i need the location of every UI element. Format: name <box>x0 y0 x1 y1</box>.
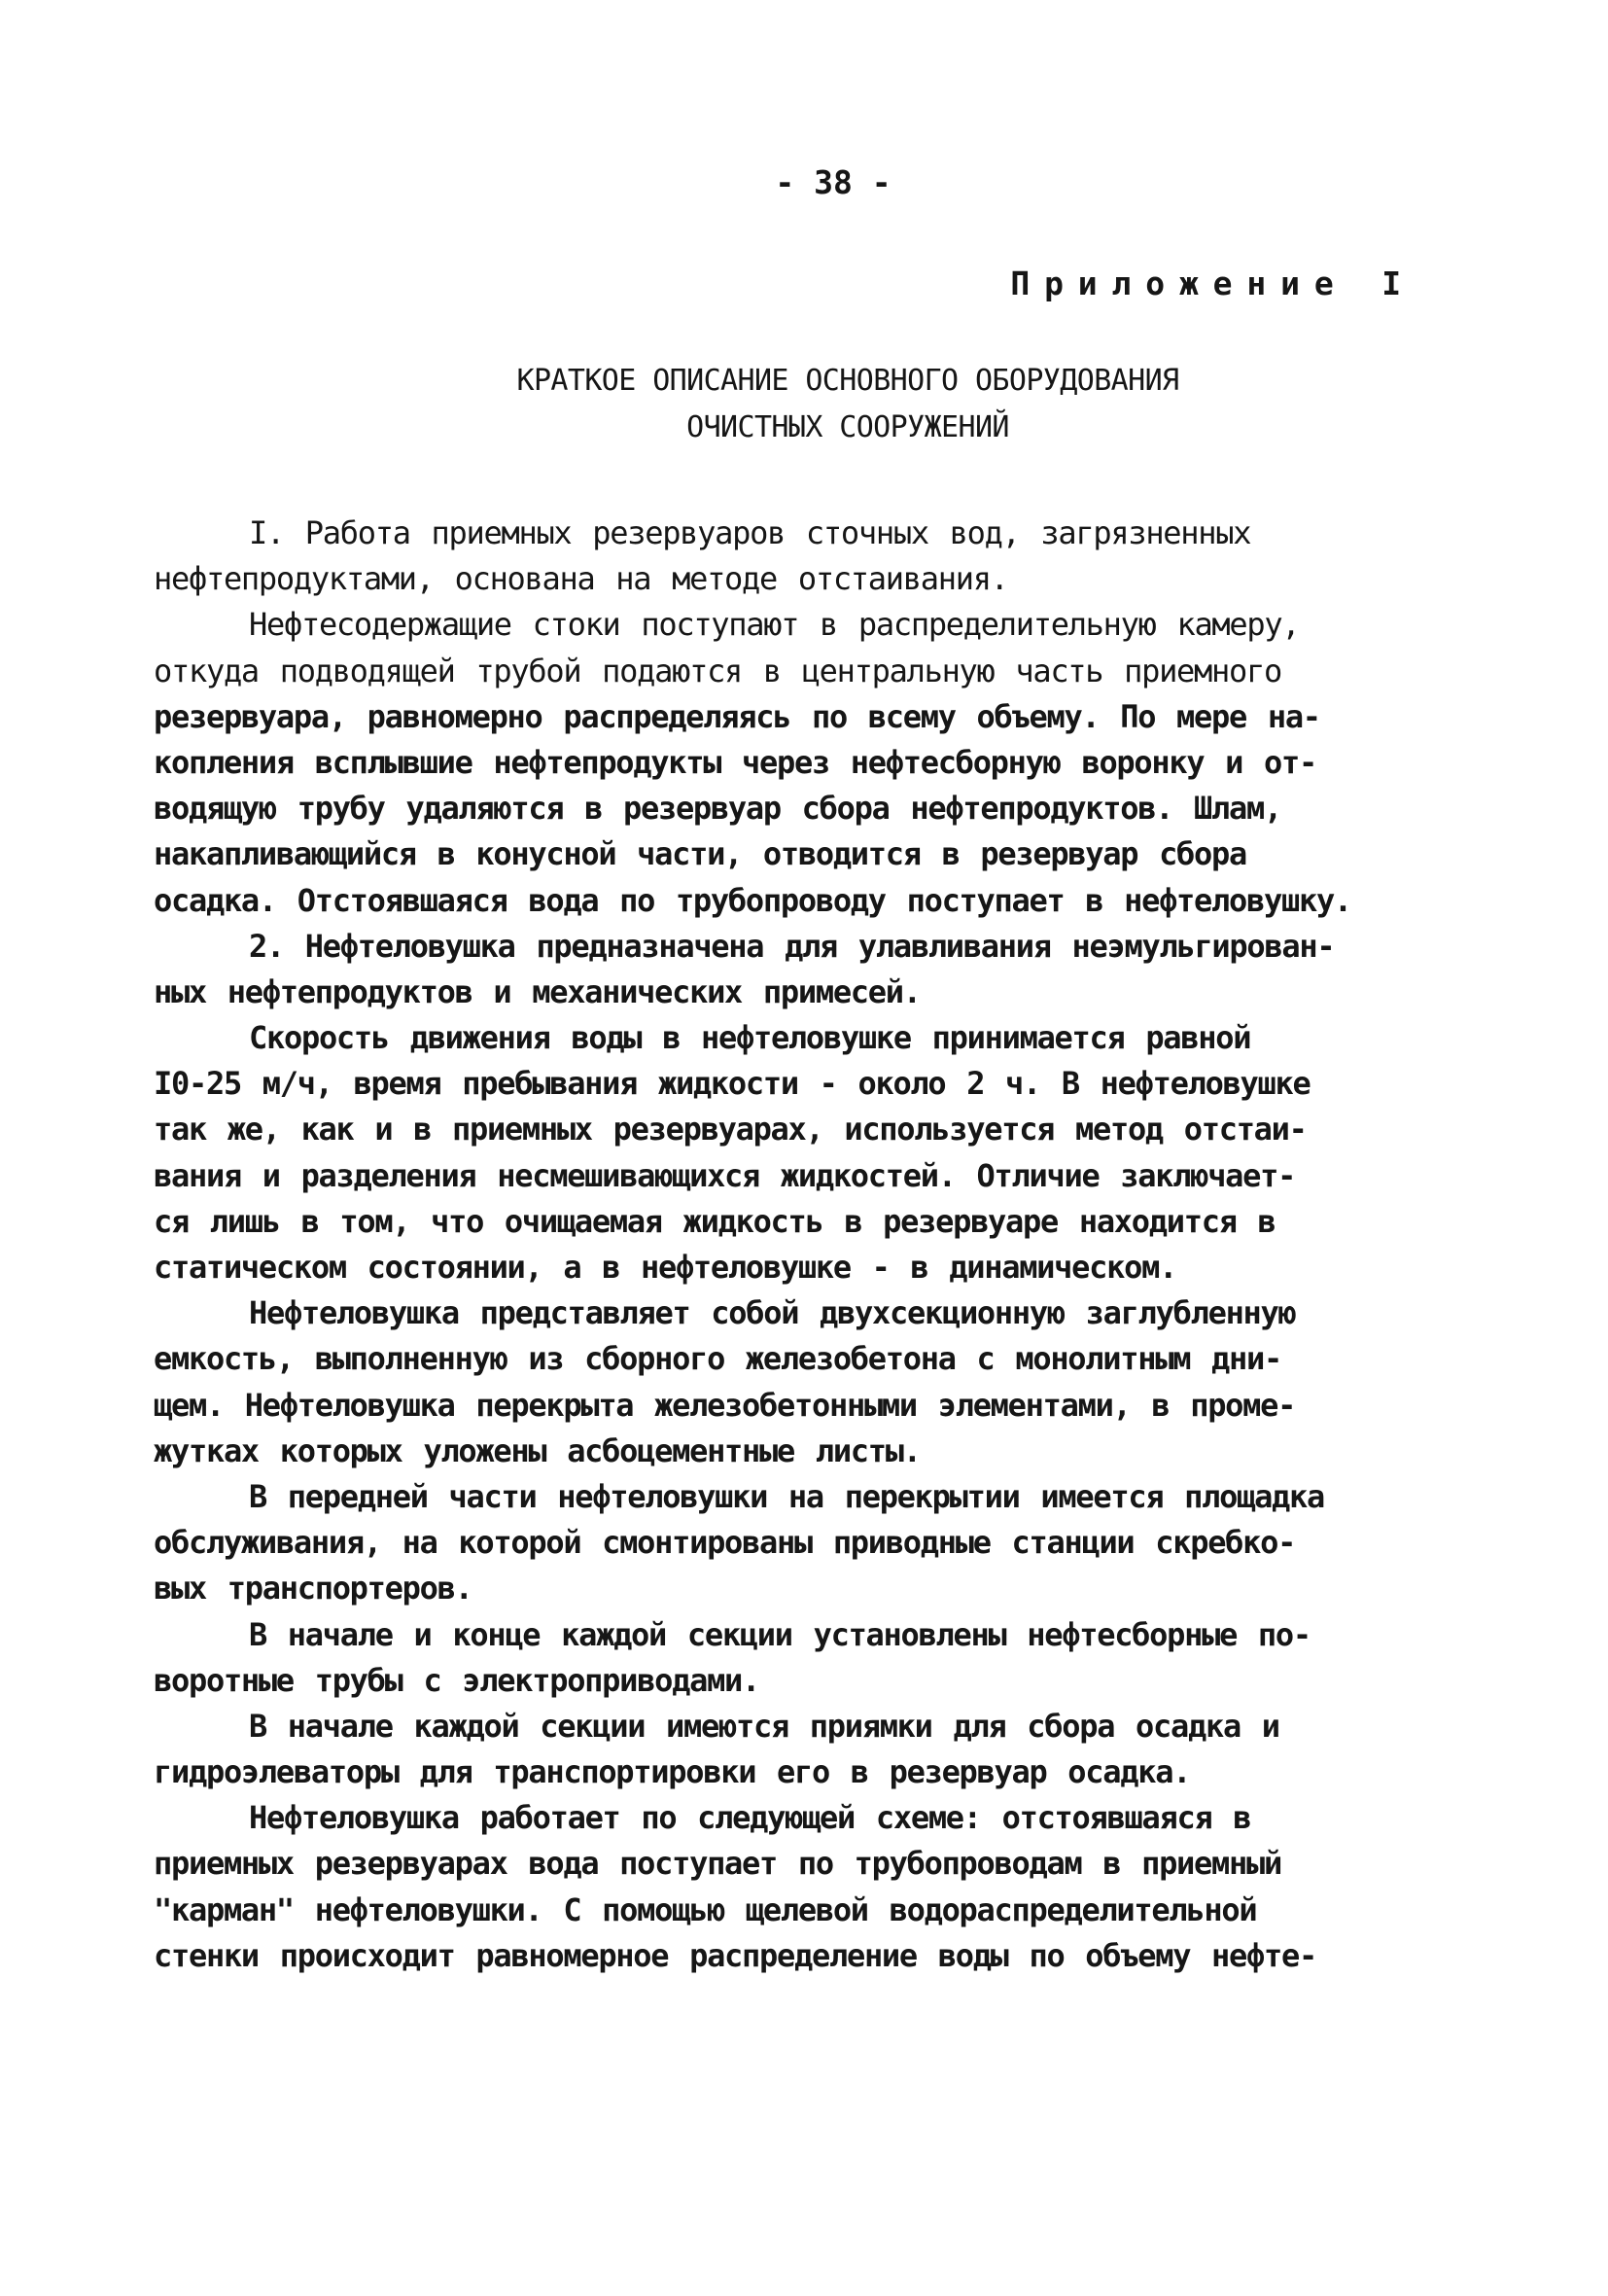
text-line: жутках которых уложены асбоцементные листы. <box>154 1431 921 1469</box>
text-line: В передней части нефтеловушки на перекрытии имеется площадка <box>249 1477 1325 1515</box>
heading-line: ОЧИСТНЫХ СООРУЖЕНИЙ <box>686 410 1009 444</box>
text-line: I. Работа приемных резервуаров сточных вод, загрязненных <box>249 514 1251 551</box>
text-line: приемных резервуарах вода поступает по трубопроводам в приемный <box>154 1845 1281 1883</box>
text-line: нефтепродуктами, основана на методе отстаивания. <box>154 560 1008 598</box>
text-line: резервуара, равномерно распределяясь по всему объему. По мере на- <box>154 697 1320 735</box>
text-line: емкость, выполненную из сборного железобетона с монолитным дни- <box>154 1340 1281 1378</box>
text-line: водящую трубу удаляются в резервуар сбора нефтепродуктов. Шлам, <box>154 790 1281 828</box>
text-line: воротные трубы с электроприводами. <box>154 1661 760 1699</box>
page-number: - 38 - <box>775 163 891 201</box>
text-line: ся лишь в том, что очищаемая жидкость в резервуаре находится в <box>154 1202 1276 1240</box>
text-line: Скорость движения воды в нефтеловушке принимается равной <box>249 1019 1251 1057</box>
text-line: В начале каждой секции имеются приямки для сбора осадка и <box>249 1707 1279 1745</box>
text-line: откуда подводящей трубой подаются в центральную часть приемного <box>154 652 1281 689</box>
text-line: вания и разделения несмешивающихся жидкостей. Отличие заключает- <box>154 1156 1296 1194</box>
text-line: гидроэлеваторы для транспортировки его в резервуар осадка. <box>154 1753 1191 1791</box>
text-line: так же, как и в приемных резервуарах, используется метод отстаи- <box>154 1111 1307 1148</box>
text-line: 2. Нефтеловушка предназначена для улавливания неэмульгирован- <box>249 927 1335 965</box>
text-line: осадка. Отстоявшаяся вода по трубопроводу поступает в нефтеловушку. <box>154 881 1351 919</box>
text-line: копления всплывшие нефтепродукты через нефтесборную воронку и от- <box>154 743 1316 781</box>
heading-line: КРАТКОЕ ОПИСАНИЕ ОСНОВНОГО ОБОРУДОВАНИЯ <box>516 364 1179 398</box>
text-line: накапливающийся в конусной части, отводится в резервуар сбора <box>154 835 1247 873</box>
text-line: I0-25 м/ч, время пребывания жидкости - около 2 ч. В нефтеловушке <box>154 1065 1311 1103</box>
text-line: Нефтеловушка представляет собой двухсекционную заглубленную <box>249 1294 1296 1332</box>
text-line: обслуживания, на которой смонтированы приводные станции скребко- <box>154 1524 1296 1562</box>
text-line: Нефтесодержащие стоки поступают в распределительную камеру, <box>249 606 1300 644</box>
text-line: стенки происходит равномерное распределение воды по объему нефте- <box>154 1936 1316 1974</box>
text-line: В начале и конце каждой секции установлены нефтесборные по- <box>249 1615 1311 1653</box>
text-line: щем. Нефтеловушка перекрыта железобетонными элементами, в проме- <box>154 1386 1296 1424</box>
document-heading <box>0 358 1608 451</box>
appendix-label: Приложение I <box>1010 265 1416 302</box>
text-line: статическом состоянии, а в нефтеловушке - в динамическом. <box>154 1249 1177 1286</box>
text-line: вых транспортеров. <box>154 1570 472 1607</box>
text-line: Нефтеловушка работает по следующей схеме: отстоявшаяся в <box>249 1799 1251 1837</box>
text-line: "карман" нефтеловушки. С помощью щелевой водораспределительной <box>154 1890 1257 1928</box>
body-text <box>154 511 1476 1979</box>
text-line: ных нефтепродуктов и механических примесей. <box>154 972 921 1010</box>
